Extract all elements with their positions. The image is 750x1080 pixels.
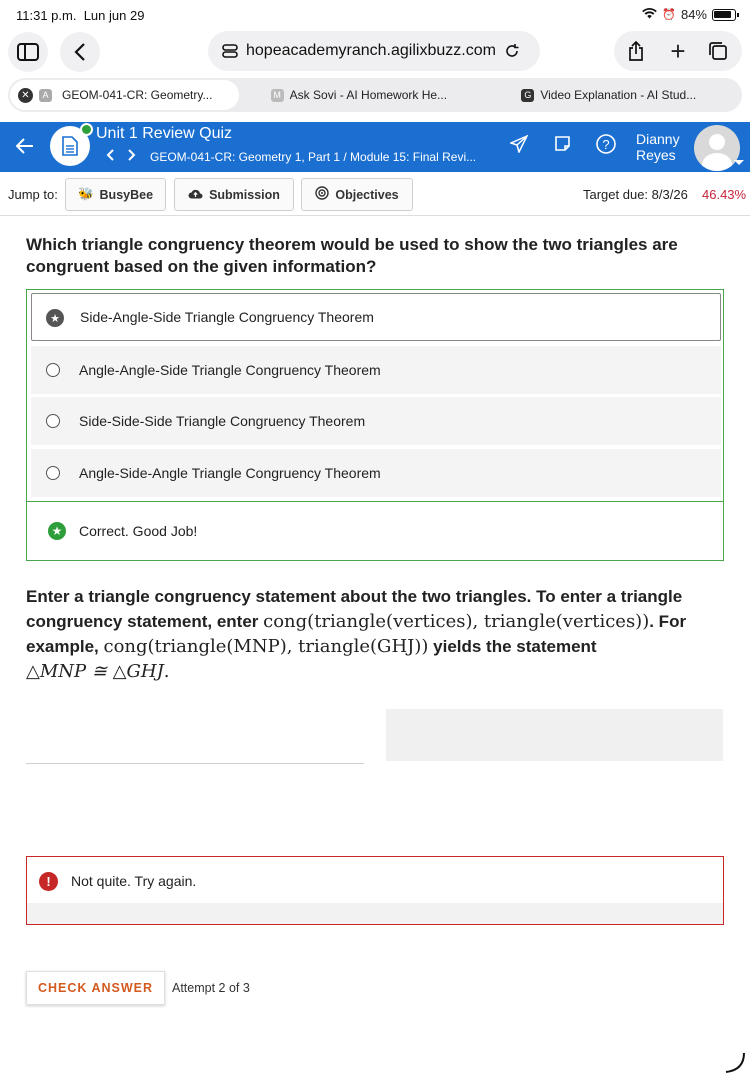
jump-to-label: Jump to: [8,187,58,202]
tab-favicon: M [271,89,284,102]
incorrect-feedback [26,856,724,925]
choice-aas[interactable] [31,346,721,394]
status-time: 11:31 p.m. Lun jun 29 [16,8,145,23]
tab-ask-sovi[interactable] [241,78,492,112]
score-percent: 46.43% [702,187,747,202]
back-button[interactable] [60,32,100,72]
tab-favicon: G [521,89,534,102]
tab-favicon: A [39,89,52,102]
radio-button[interactable] [46,363,60,377]
scroll-corner-indicator [722,1050,748,1076]
question-2-prompt: Enter a triangle congruency statement about the two triangles. To enter a triangle congruency statement, enter cong(triangle(vertices), triangle(vertices)). For example, cong(triangle(MNP), triangle(GHJ)) yields the statement △MNP ≅ △GHJ. [26,587,687,682]
attempt-counter: Attempt 2 of 3 [172,981,250,995]
correct-feedback [27,501,723,560]
battery-icon [712,9,736,21]
tab-label: Video Explanation - AI Stud... [540,88,697,102]
radio-button[interactable] [46,414,60,428]
help-icon[interactable] [596,134,616,159]
url-text: hopeacademyranch.agilixbuzz.com [246,42,496,59]
choice-label: Angle-Side-Angle Triangle Congruency Theorem [79,465,381,481]
browser-tab-bar [8,78,742,112]
close-tab-icon[interactable]: ✕ [18,88,33,103]
example-statement: △MNP ≅ △GHJ. [26,661,170,682]
share-button[interactable] [618,33,654,69]
toolbar-actions [614,31,742,71]
breadcrumb[interactable]: GEOM-041-CR: Geometry 1, Part 1 / Module 15: Final Revi... [150,149,477,164]
answer-input-underline[interactable] [26,763,364,764]
choice-label: Side-Angle-Side Triangle Congruency Theorem [80,309,374,325]
check-answer-button[interactable]: CHECK ANSWER [26,971,165,1005]
sidebar-toggle-button[interactable] [8,32,48,72]
jump-bar [0,174,750,216]
tabs-icon [708,41,728,61]
next-item-icon[interactable] [128,149,136,164]
tab-geometry[interactable] [10,80,239,110]
browser-toolbar [0,28,750,74]
choice-asa[interactable] [31,449,721,497]
chevron-left-icon [74,43,86,61]
previous-item-icon[interactable] [106,149,114,164]
back-arrow-icon[interactable] [16,134,34,160]
app-header [0,122,750,172]
new-tab-button[interactable] [660,33,696,69]
correct-feedback-text: Correct. Good Job! [79,523,198,539]
bee-icon: 🐝 [77,187,94,201]
selected-star-icon: ★ [46,309,64,327]
completed-check-icon [80,123,93,136]
caret-down-icon[interactable] [734,160,744,165]
radio-button[interactable] [46,466,60,480]
wifi-icon [642,7,657,22]
reload-icon[interactable] [504,43,520,59]
alarm-icon: ⏰ [662,9,676,21]
quiz-document-icon [50,126,90,166]
syntax-expression: cong(triangle(vertices), triangle(vertices)) [263,611,650,632]
feedback-detail-strip [27,903,723,924]
plus-icon: + [670,35,686,66]
tab-label: Ask Sovi - AI Homework He... [289,88,448,102]
busybee-button[interactable]: 🐝 BusyBee [65,178,166,211]
battery-percent: 84% [680,7,707,22]
correct-star-icon: ★ [48,522,66,540]
answer-choices [26,289,724,561]
choice-sss[interactable] [31,397,721,445]
tab-video-explanation[interactable] [491,78,742,112]
notes-icon[interactable] [554,135,571,157]
submission-button[interactable]: Submission [174,178,294,211]
tab-label: GEOM-041-CR: Geometry... [62,88,213,102]
cloud-upload-icon [188,188,203,202]
objectives-button[interactable]: Objectives [301,178,413,211]
example-expression: cong(triangle(MNP), triangle(GHJ)) [103,636,429,657]
target-icon [315,186,329,203]
incorrect-feedback-text: Not quite. Try again. [71,873,197,889]
question-1-prompt: Which triangle congruency theorem would be used to show the two triangles are congruent based on the given information? [26,235,678,276]
send-icon[interactable] [510,135,528,158]
svg-text:?: ? [602,137,610,152]
choice-sas[interactable] [31,293,721,341]
site-settings-icon[interactable] [222,43,238,59]
choice-label: Side-Side-Side Triangle Congruency Theorem [79,413,366,429]
status-bar [0,0,750,28]
address-bar[interactable] [208,31,540,71]
tab-overview-button[interactable] [700,33,736,69]
user-name[interactable]: Dianny Reyes [636,131,680,163]
sidebar-icon [17,43,39,61]
share-icon [628,41,644,61]
target-due-date: Target due: 8/3/26 [583,187,688,202]
page-title: Unit 1 Review Quiz [96,125,233,142]
choice-label: Angle-Angle-Side Triangle Congruency Theorem [79,362,381,378]
answer-preview-box [386,709,723,761]
alert-icon: ! [39,872,58,891]
